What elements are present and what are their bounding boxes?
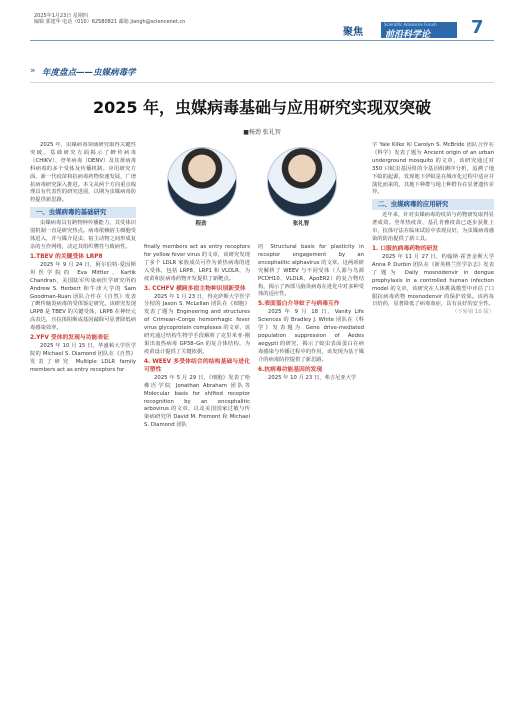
theme-rule — [30, 82, 494, 83]
subheading: 1. 口服抗病毒药物的研发 — [372, 245, 439, 252]
subheading: 6.抗病毒功能基因的发现 — [258, 366, 323, 373]
body-paragraph: 2025 年 10 月 15 日，华盛顿大学医学院的 Michael S. Diamond 团队在《自然》发表了研究 Multiple LDLR family members act as entry receptors for — [30, 343, 136, 373]
body-paragraph: 的 Structural basis for plasticity in receptor engagement by an encephalitic alphavirus 的文章。这两项研究解析了 WEEV 与不同受体（人源与鸟源 PCDH10、VLDLR、ApoER2）的复合物结构，揭示了西部马脑炎病毒在进化中对多种受体的适应性。 — [258, 244, 364, 298]
body-paragraph: 2025 年 5 月 29 日，《细胞》发表了哈佛医学院 Jonathan Abraham 团队等 Molecular basis for shifted receptor recognition by an encephalitic arbovirus 的文章，以及美国国家过敏与传染病研究所 David M. Fremont 和 Michael S. Diamond 团队 — [144, 374, 250, 429]
photo-caption: 张礼智 — [292, 221, 310, 227]
body-paragraph: 近年来，针对虫媒病毒的疫苗与药物研发取得显著成效。登革热疫苗、基孔肯雅疫苗已逐步获批上市，抗体疗法在临床试验中表现良好，为虫媒病毒感染的防治提供了新工具。 — [372, 212, 494, 243]
continued-note: （下转第 10 版） — [452, 309, 494, 316]
body-paragraph: 2025 年 11 月 27 日，约翰斯·霍普金斯大学 Anna P. Durbin 团队在《新英格兰医学杂志》发表了题为 Daily mosnodenvir in dengue prophylaxis in a controlled human infection model 的文章，该研究在人体挑战模型中评估了口服抗病毒药物 mosnodenvir 的保护效果。该药每日给药，显著降低了病毒血症，具有良好的安全性。 — [372, 253, 494, 308]
body-paragraph: 虫媒病毒具有跨物种传播能力，其受体识别机制一直是研究热点。病毒依赖宿主细胞受体进入，并与媒介昆虫、宿主动物之间形成复杂的互作网络，决定其组织嗜性与致病性。 — [30, 220, 136, 250]
photo-caption: 程劲 — [195, 221, 207, 227]
section-tag-cn: 前沿科学论 — [385, 30, 431, 40]
body-paragraph: finally members act as entry receptors for yellow fever virus 的文章，该研究发现了多个 LDLR 家族成员可作为黄热病毒的进入受体，包括 LRP8、LRP1 和 VLDLR，为疫苗和抗病毒药物开发提供了新靶点。 — [144, 244, 250, 282]
body-paragraph: 2025 年 9 月 24 日，阿尔伯特·爱因斯坦医学院的 Eva Mittler、Kartik Chandran，美国陆军传染病医学研究所的 Andrew S. Herbert 和牛津大学的 Sam Goodman-Ruan 团队合作在《自然》发表了蜱传脑炎病毒的受体鉴定研究。该研究发现 LRP8 是 TBEV 的关键受体，LRP8 在神经元高表达，且抗体阻断或基因敲除可显著降低病毒感染效率。 — [30, 261, 136, 332]
section-name: 聚焦 — [343, 27, 363, 38]
issue-date: 2025年1月23日 星期四 — [34, 13, 88, 19]
article-title: 2025 年，虫媒病毒基础与应用研究实现双突破 — [92, 98, 432, 117]
intro-paragraph: 2025 年，虫媒病毒领域研究取得关键性突破，基础研究方面揭示了蜱传病毒（CHIKV）、登革病毒（DENV）及其黄病毒科病毒的多个受体及传播机制。应用研究方面，新一代疫苗和抗病毒药物快速发展，广谱抗病毒研究深入推进。本文从两个方向重点梳理具有代表性的研究进展，以期为虫媒病毒防控提供新思路。 — [30, 142, 136, 204]
section-banner — [333, 18, 499, 40]
editor-contact: 编辑 郭建华 电话（010）62580821 邮箱 jiangh@sciencenet.cn — [34, 19, 186, 25]
column-1 — [30, 142, 136, 718]
page-number: 7 — [471, 17, 484, 38]
subheading: 5.表面蛋白介导蚊子与病毒互作 — [258, 301, 340, 308]
body-paragraph: 2025 年 1 月 23 日，得克萨斯大学医学分校的 Jason S. McLellan 团队在《细胞》发表了题为 Engineering and structures of Crimean–Congo hemorrhagic fever virus glycoprotein complexes 的文章，该研究通过结构生物学手段解析了克里米亚-刚果出血热病毒 GP38–Gn 的复合体结构，为疫苗设计提供了关键依据。 — [144, 293, 250, 355]
header-rule — [30, 40, 494, 41]
section-tag — [381, 22, 457, 38]
body-paragraph: 2025 年 10 月 23 日，弗吉尼亚大学 — [268, 374, 357, 381]
column-4 — [372, 142, 494, 718]
author-photo — [267, 147, 337, 217]
page-header — [0, 0, 524, 42]
section-heading: 二、虫媒病毒的应用研究 — [372, 199, 494, 210]
section-tag-en: Scientific Advances Forum — [384, 22, 437, 27]
theme-label — [30, 65, 190, 79]
theme-text: 年度盘点——虫媒病毒学 — [42, 68, 136, 78]
article-author: ■杨劲 张礼智 — [243, 129, 281, 136]
subheading: 3. CCHFV 横跨多宿主物种识别新受体 — [144, 285, 246, 292]
body-paragraph: 2025 年 9 月 18 日，Vanity Life Sciences 的 Bradley J. White 团队在《科学》发表题为 Gene drive-mediated population suppression of Aedes aegypti 的研究，揭示了蚊虫表面蛋白在病毒感染与传播过程中的作用，该发现为基于媒介的病毒防控提供了新思路。 — [258, 309, 364, 363]
body-paragraph: 学 Yale Kilke 和 Carolyn S. McBride 团队合作在《科学》发表了题为 Ancient origin of an urban underground mosquito 的文章，该研究通过对 350 只蚊虫基因组的全基因组测序分析，追溯了地下蚊的起源，发现地下伊蚊是在城市化过程中适应并演化而来的，其地下种群与地上种群存在显著遗传差异。 — [372, 142, 494, 196]
double-chevron-icon: » — [30, 66, 36, 76]
column-3 — [258, 244, 364, 718]
section-heading: 一、虫媒病毒的基础研究 — [30, 207, 136, 218]
column-2 — [144, 244, 250, 718]
issue-info — [34, 13, 185, 25]
author-photos — [155, 147, 345, 237]
subheading: 4. WEEV 多受体结合的结构基础与进化可塑性 — [144, 358, 250, 373]
author-photo — [167, 147, 237, 217]
subheading: 1.TBEV 的关键受体 LRP8 — [30, 253, 103, 260]
subheading: 2.YFV 受体的发现与功能表征 — [30, 335, 109, 342]
